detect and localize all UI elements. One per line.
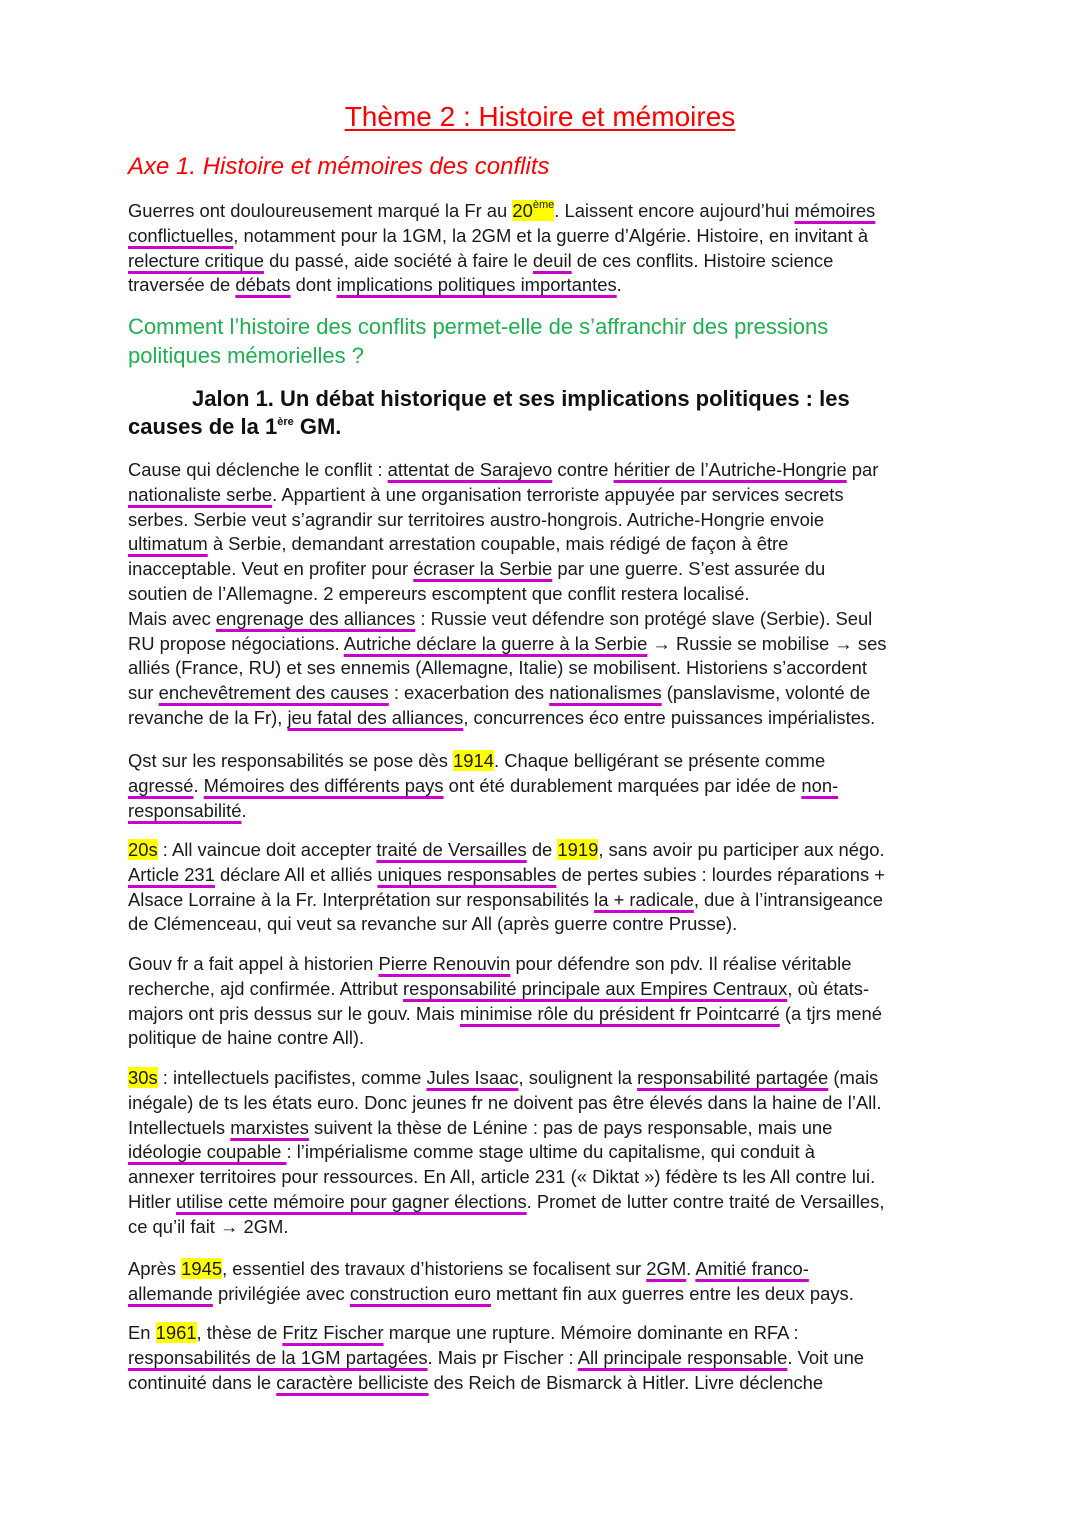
text: implications politiques importantes [336,274,617,296]
text: ce qu’il fait → 2GM. [128,1215,289,1237]
text: Pierre Renouvin [378,953,511,974]
underlined-term [388,459,553,480]
text: la + radicale [594,888,694,910]
text: . Mais pr Fischer : [427,1346,578,1368]
text-line [128,1215,884,1240]
text [128,953,378,974]
underlined-term [549,682,661,703]
text: ultimatum [128,533,208,555]
highlighted-date [156,1322,197,1343]
text: non- [801,774,839,796]
underlined-term [344,633,648,654]
text-line [128,557,887,582]
underlined-term [276,1372,428,1393]
text [389,682,550,703]
text: inégale) de ts les états euro. Donc jeunes fr ne doivent pas être élevés dans la haine de l’All. [128,1091,882,1113]
text [128,1322,156,1343]
text-line [128,888,885,913]
text-line [128,681,887,706]
text-line [128,656,887,681]
text [647,633,886,654]
text: uniques responsables [377,863,557,885]
title-text: Thème 2 : Histoire et mémoires [344,101,736,132]
text: 2GM [646,1258,687,1279]
text [272,484,843,505]
text: des Reich de Bismarck à Hitler. Livre déclenche [428,1371,824,1393]
text [128,657,867,678]
text-line [128,249,875,274]
highlighted-date [128,839,158,860]
text [128,1003,460,1024]
text-line [128,632,887,657]
text: utilise cette mémoire pour gagner élections [176,1190,527,1212]
text-line [128,1026,882,1051]
text: RU propose négociations. [128,632,344,654]
text [128,608,216,629]
text-line [128,582,887,607]
text [158,1067,427,1088]
highlighted-date [557,839,598,860]
text: débats [235,274,291,296]
text [444,775,802,796]
underlined-term [637,1067,828,1088]
text: de Clémenceau, qui veut sa revanche sur All (après guerre contre Prusse). [128,913,738,935]
underlined-term [128,250,264,271]
underlined-term [128,1283,213,1304]
underlined-term [695,1258,808,1279]
text: . Chaque belligérant se présente comme [493,750,826,771]
text: Fritz Fischer [282,1322,384,1343]
text [128,583,750,604]
text: traité de Versailles [376,839,527,860]
paragraph-1961 [128,1321,864,1395]
text [556,864,885,885]
underlined-term [378,953,510,974]
text: responsabilités de la 1GM partagées [128,1346,428,1368]
text-line [128,912,885,937]
underlined-term [460,1003,780,1024]
underlined-term [128,775,193,796]
superscript: ème [532,199,555,211]
text: . Promet de lutter contre traité de Versailles, [526,1190,885,1212]
text: contre [552,459,614,480]
underlined-term [128,484,272,505]
text: sur [128,682,159,704]
text-line [128,799,838,824]
underlined-term [216,608,415,629]
text: agressé [128,774,194,796]
text: de pertes subies : lourdes réparations + [556,863,886,885]
text-line [128,1190,884,1215]
text [128,633,344,654]
text [128,750,453,771]
text: Cause qui déclenche le conflit : [128,459,388,480]
text [193,775,203,796]
text: mémoires [794,200,876,221]
text [128,1216,288,1237]
text [617,274,622,295]
text: . [241,799,247,821]
underlined-term [128,1347,428,1368]
text [662,682,871,703]
text: 1961 [155,1322,197,1343]
text: idéologie coupable [128,1141,287,1163]
text: enchevêtrement des causes [158,682,389,704]
underlined-term [377,864,556,885]
paragraph-20s [128,838,885,937]
question-line: Comment l’histoire des conflits permet-elle de s’affranchir des pressions [128,314,829,339]
text: , thèse de [196,1322,283,1343]
text: : Russie veut défendre son protégé slave (Serbie). Seul [415,607,873,629]
text [552,459,613,480]
text-line [128,199,875,224]
text-line [128,483,887,508]
underlined-term [159,682,389,703]
text-line [128,508,887,533]
text: responsabilité partagée [637,1067,829,1088]
text: All principale responsable [577,1346,788,1368]
jalon-line [128,413,850,441]
text [128,707,287,728]
text: du passé, aide société à faire le [263,249,533,271]
text [128,509,824,530]
text-line [128,1091,884,1116]
text-line [128,1066,884,1091]
text-line [128,1002,882,1027]
text: dont [290,274,337,296]
text: écraser la Serbie [413,558,553,580]
text-line [128,532,887,557]
text: Mémoires des différents pays [203,774,444,796]
underlined-term [350,1283,491,1304]
text [429,1372,824,1393]
text: continuité dans le [128,1371,277,1393]
text: majors ont pris dessus sur le gouv. Mais [128,1002,460,1024]
text: de ces conflits. Histoire science [571,249,834,271]
text: soutien de l’Allemagne. 2 empereurs escomptent que conflit restera localisé. [128,582,750,604]
text: Article 231 [128,863,215,885]
underlined-term [801,775,838,796]
text: héritier de l’Autriche-Hongrie [613,459,847,480]
underlined-term [287,707,463,728]
text: inacceptable. Veut en profiter pour [128,558,414,580]
text: . [686,1258,696,1279]
text: deuil [532,249,572,271]
page-title [0,101,1080,133]
text: 1919 [557,839,599,860]
text [128,1166,875,1187]
text [787,978,869,999]
text-line [128,1165,884,1190]
text [510,953,851,974]
text: Jules Isaac [426,1067,519,1088]
text [128,1092,881,1113]
text: → Russie se mobilise → ses [647,632,887,654]
text [128,682,159,703]
text [291,274,337,295]
text-line [128,838,885,863]
text [128,274,235,295]
text [309,1117,832,1138]
text [694,889,883,910]
underlined-term [204,775,444,796]
text [128,1258,181,1279]
text: serbes. Serbie veut s’agrandir sur territoires austro-hongrois. Autriche-Hongrie envoie [128,508,825,530]
text-line [128,1282,854,1307]
highlighted-date [181,1258,222,1279]
text: . Voit une [787,1346,865,1368]
text-line [128,607,887,632]
text-line [128,1257,854,1282]
underlined-term [128,800,241,821]
text: (a tjrs mené [779,1002,882,1024]
text: Guerres ont douloureusement marqué la Fr au [128,200,513,221]
underlined-term [533,250,572,271]
text [158,839,377,860]
text: , concurrences éco entre puissances impérialistes. [463,706,876,728]
text [686,1258,695,1279]
text: Gouv fr a fait appel à historien [128,953,379,974]
underlined-term [795,200,876,221]
section-heading: Axe 1. Histoire et mémoires des conflits [128,153,550,180]
text: privilégiée avec [212,1282,350,1304]
text: marxistes [230,1116,309,1138]
text-line [128,273,875,298]
text: caractère belliciste [276,1371,429,1393]
jalon-superscript: ère [277,416,294,428]
text: : exacerbation des [388,682,550,704]
text [518,1067,637,1088]
text [128,1191,176,1212]
text: , essentiel des travaux d’historiens se focalisent sur [222,1258,647,1279]
problem-question [128,312,828,370]
text: déclare All et alliés [214,863,378,885]
text: politique de haine contre All). [128,1027,365,1049]
text-line [128,1116,884,1141]
text [208,533,789,554]
text: Amitié franco- [695,1258,809,1279]
text [197,1322,283,1343]
text [128,1372,276,1393]
underlined-term [413,558,552,579]
text [428,1347,578,1368]
text: Qst sur les responsabilités se pose dès [128,750,454,771]
text [215,864,378,885]
text [598,839,884,860]
text: de [526,839,558,860]
text [494,750,825,771]
question-line: politiques mémorielles ? [128,343,364,368]
text: . Laissent encore aujourd’hui [554,200,795,221]
text: recherche, ajd confirmée. Attribut [128,977,403,999]
text: , soulignent la [518,1067,638,1088]
text: Intellectuels [128,1116,231,1138]
jalon-line: Jalon 1. Un débat historique et ses implications politiques : les [192,386,850,411]
subsection-heading [128,385,850,441]
text: (mais [828,1067,879,1088]
text: : All vaincue doit accepter [157,839,377,860]
text: , où états- [787,977,870,999]
text: alliés (France, RU) et ses ennemis (Allemagne, Italie) se mobilisent. Historiens s’accordent [128,657,867,679]
text-line [128,977,882,1002]
paragraph-1945 [128,1257,854,1307]
text [554,200,794,221]
paragraph-causes [128,458,887,731]
text: jeu fatal des alliances [287,706,464,728]
text: . [193,774,204,796]
text: 1914 [453,750,494,771]
underlined-term [426,1067,518,1088]
text [128,889,594,910]
text [572,250,834,271]
text: Alsace Lorraine à la Fr. Interprétation sur responsabilités [128,888,595,910]
text: 20s [128,839,158,860]
text [128,1027,364,1048]
text: responsabilité [128,799,242,821]
text [847,459,879,480]
text [384,1322,799,1343]
text: ont été durablement marquées par idée de [443,774,802,796]
text [241,800,246,821]
text: relecture critique [128,249,264,271]
text-line [128,1321,864,1346]
text [787,1347,864,1368]
text: par une guerre. S’est assurée du [552,558,826,580]
underlined-term [646,1258,686,1279]
text: . Appartient à une organisation terroriste appuyée par services secrets [272,483,844,505]
paragraph-intro [128,199,875,298]
text [780,1003,882,1024]
text: attentat de Sarajevo [387,459,553,480]
text: : l’impérialisme comme stage ultime du capitalisme, qui conduit à [286,1141,815,1163]
text-line [128,1371,864,1396]
text [527,1191,885,1212]
text-line [128,774,838,799]
text [491,1283,854,1304]
text: . [616,274,622,296]
underlined-term [128,864,215,885]
text: revanche de la Fr), [128,706,288,728]
text: nationaliste serbe [128,483,273,505]
text: conflictuelles [128,224,234,246]
text: construction euro [349,1282,491,1304]
text [222,1258,646,1279]
text [128,200,512,221]
text: annexer territoires pour ressources. En All, article 231 (« Diktat ») fédère ts les All contre lui. [128,1166,876,1188]
paragraph-30s [128,1066,884,1240]
highlighted-date [512,200,554,221]
text: , sans avoir pu participer aux négo. [598,839,885,860]
text [264,250,533,271]
text-line [128,1346,864,1371]
text: suivent la thèse de Lénine : pas de pays responsable, mais une [308,1116,833,1138]
text: Autriche déclare la guerre à la Serbie [343,632,648,654]
text: : intellectuels pacifistes, comme [157,1067,427,1088]
jalon-text: causes de la 1 [128,414,278,439]
text: allemande [128,1282,213,1304]
text [128,1117,230,1138]
underlined-term [128,1141,287,1162]
underlined-term [614,459,847,480]
text [828,1067,878,1088]
text: traversée de [128,274,236,296]
text: , due à l’intransigeance [693,888,883,910]
text: 1945 [181,1258,223,1279]
text [233,225,868,246]
text: Hitler [128,1190,177,1212]
text: Mais avec [128,607,216,629]
text [552,558,825,579]
underlined-term [282,1322,383,1343]
text: à Serbie, demandant arrestation coupable, mais rédigé de façon à être [207,533,789,555]
highlighted-date [453,750,494,771]
text [287,1141,815,1162]
text: nationalismes [549,682,662,704]
text: minimise rôle du président fr Pointcarré [459,1002,780,1024]
text-line [128,706,887,731]
text: mettant fin aux guerres entre les deux pays. [490,1282,854,1304]
text [415,608,872,629]
text-line [128,749,838,774]
underlined-term [128,533,208,554]
underlined-term [230,1117,309,1138]
paragraph-renouvin [128,952,882,1051]
text [463,707,875,728]
underlined-term [376,839,526,860]
text-line [128,224,875,249]
text-line [128,1140,884,1165]
text: responsabilité principale aux Empires Centraux [402,977,788,999]
text: , notamment pour la 1GM, la 2GM et la guerre d’Algérie. Histoire, en invitant à [233,224,869,246]
text [128,913,737,934]
text [527,839,558,860]
text-line [128,952,882,977]
text: par [846,459,879,480]
underlined-term [235,274,290,295]
text-line [128,458,887,483]
text [128,459,388,480]
underlined-term [403,978,787,999]
underlined-term [176,1191,527,1212]
text [213,1283,350,1304]
text: En [128,1322,156,1343]
underlined-term [594,889,694,910]
text-line [128,863,885,888]
text: pour défendre son pdv. Il réalise véritable [510,953,852,974]
text: marque une rupture. Mémoire dominante en RFA : [383,1322,799,1343]
text [128,558,413,579]
text: 20 [512,200,533,221]
text: 30s [128,1067,158,1088]
underlined-term [128,225,233,246]
underlined-term [337,274,617,295]
highlighted-date [128,1067,158,1088]
jalon-text: GM. [293,414,342,439]
paragraph-1914 [128,749,838,823]
text [128,978,403,999]
text: engrenage des alliances [215,607,416,629]
text: (panslavisme, volonté de [661,682,871,704]
text: Après [128,1258,182,1279]
underlined-term [578,1347,788,1368]
